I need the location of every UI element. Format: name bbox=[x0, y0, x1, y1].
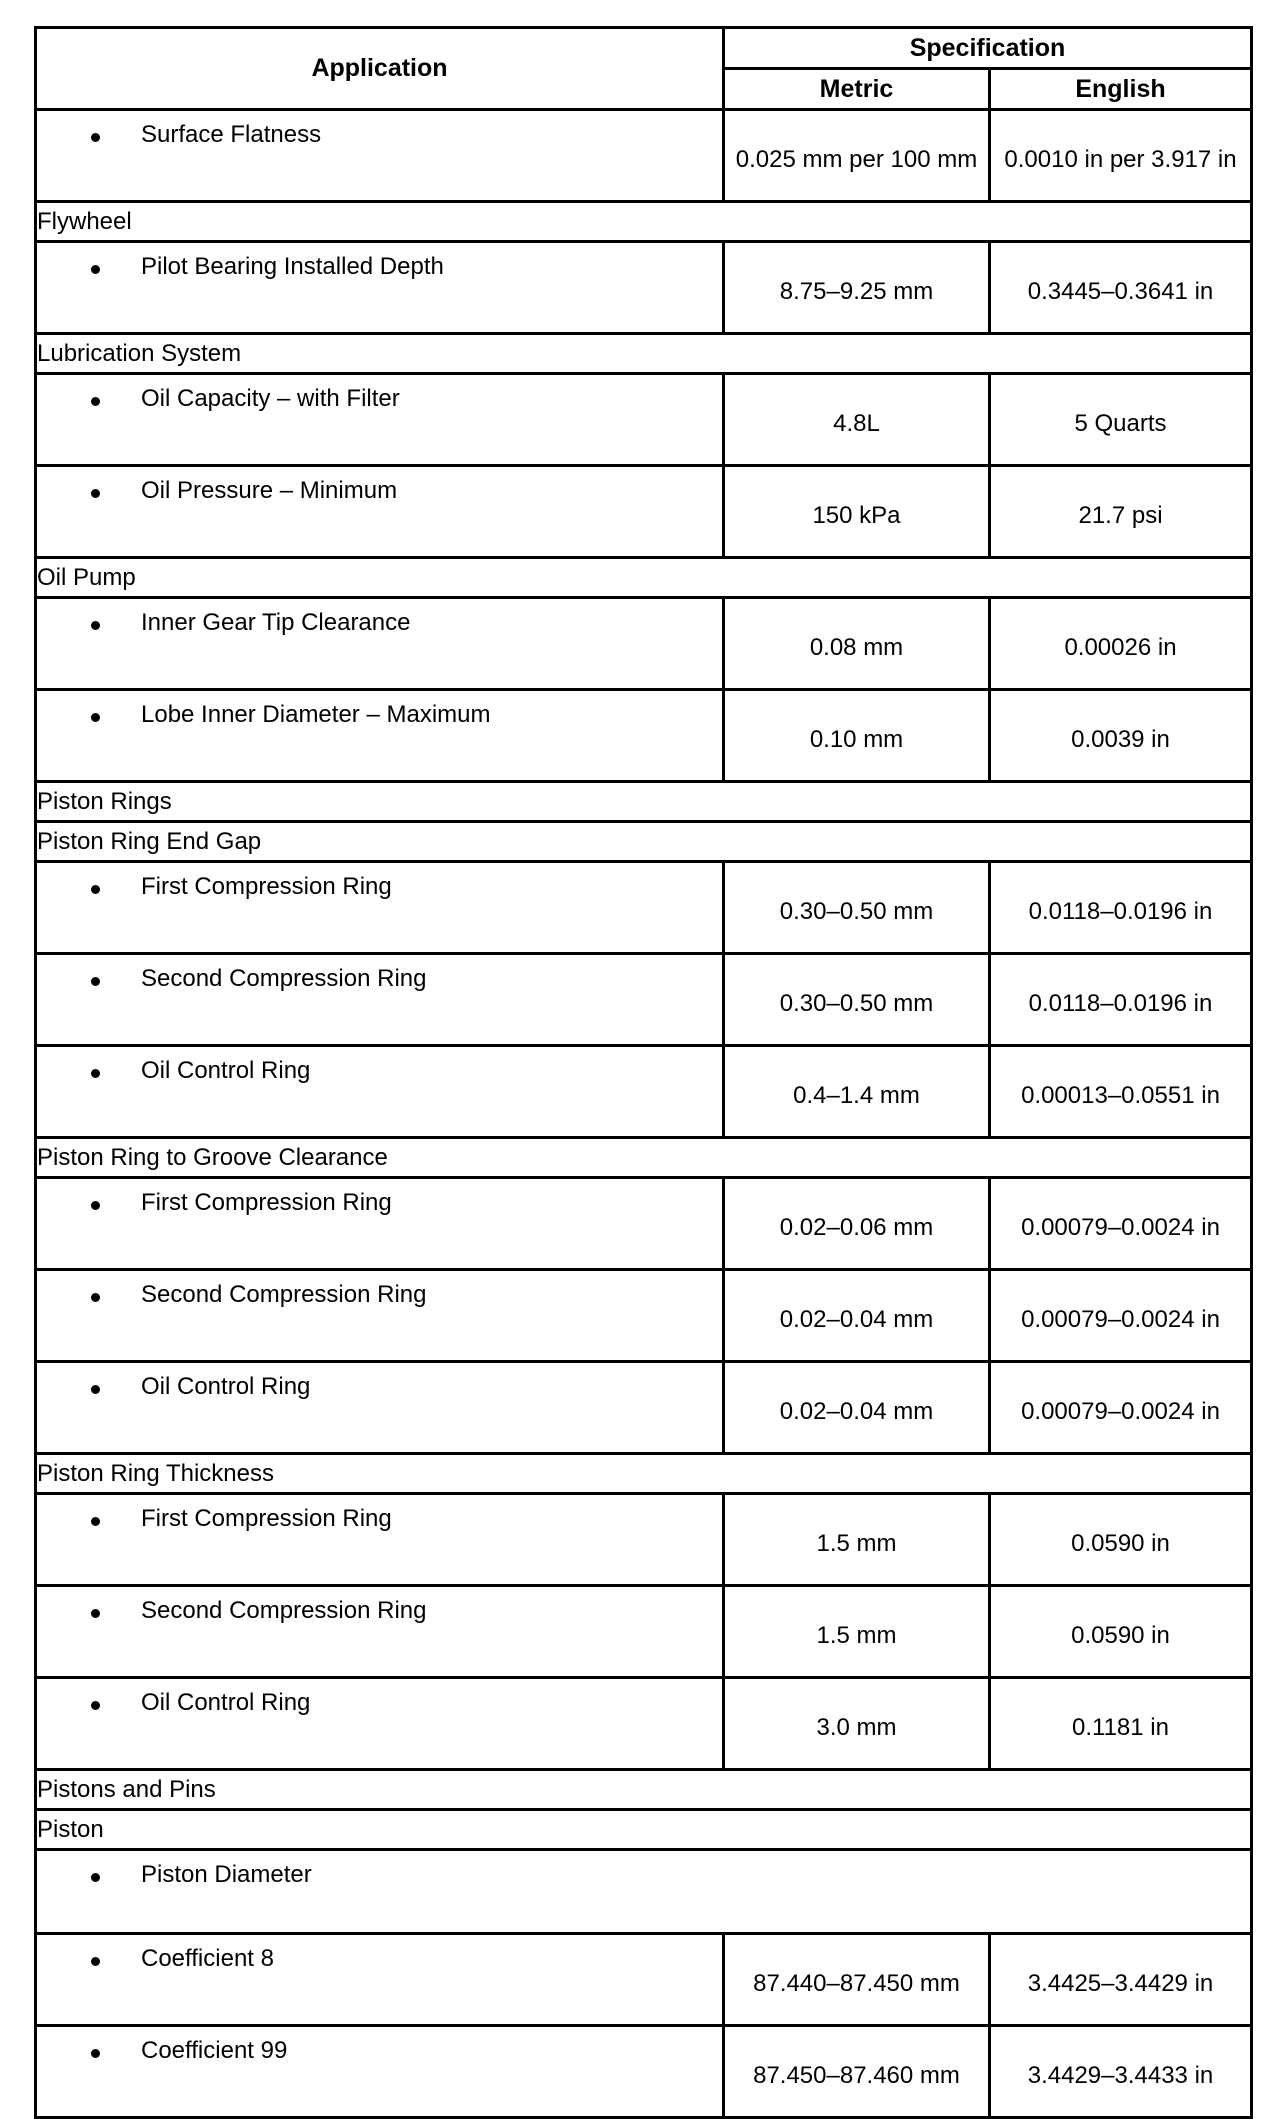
item-label: First Compression Ring bbox=[141, 873, 392, 900]
table-row bbox=[36, 1362, 1252, 1454]
english-value: 0.00079–0.0024 in bbox=[990, 1270, 1252, 1362]
item-label: Surface Flatness bbox=[141, 121, 322, 148]
section-row bbox=[36, 202, 1252, 242]
table-row bbox=[36, 110, 1252, 202]
item-label: Second Compression Ring bbox=[141, 1597, 427, 1624]
bullet-icon bbox=[91, 977, 100, 986]
application-cell bbox=[36, 242, 724, 334]
application-cell bbox=[36, 1494, 724, 1586]
metric-value: 8.75–9.25 mm bbox=[724, 242, 990, 334]
item-label: First Compression Ring bbox=[141, 1505, 392, 1532]
bullet-icon bbox=[91, 1609, 100, 1618]
section-row bbox=[36, 1454, 1252, 1494]
table-row bbox=[36, 1586, 1252, 1678]
metric-value: 0.30–0.50 mm bbox=[724, 954, 990, 1046]
metric-value: 87.440–87.450 mm bbox=[724, 1934, 990, 2026]
metric-value: 0.08 mm bbox=[724, 598, 990, 690]
bullet-icon bbox=[91, 489, 100, 498]
english-value: 5 Quarts bbox=[990, 374, 1252, 466]
english-value: 0.0590 in bbox=[990, 1494, 1252, 1586]
table-row bbox=[36, 466, 1252, 558]
bullet-icon bbox=[91, 713, 100, 722]
bullet-icon bbox=[91, 1517, 100, 1526]
item-label: First Compression Ring bbox=[141, 1189, 392, 1216]
bullet-icon bbox=[91, 1069, 100, 1078]
bullet-icon bbox=[91, 1957, 100, 1966]
section-row bbox=[36, 1810, 1252, 1850]
table-row bbox=[36, 1270, 1252, 1362]
table-row bbox=[36, 1678, 1252, 1770]
table-row bbox=[36, 1850, 1252, 1934]
metric-value: 1.5 mm bbox=[724, 1494, 990, 1586]
item-label: Oil Control Ring bbox=[141, 1689, 311, 1716]
table-row bbox=[36, 2026, 1252, 2118]
application-cell bbox=[36, 1362, 724, 1454]
application-cell bbox=[36, 1586, 724, 1678]
metric-value: 0.02–0.04 mm bbox=[724, 1362, 990, 1454]
section-row bbox=[36, 822, 1252, 862]
bullet-icon bbox=[91, 1385, 100, 1394]
item-label: Piston Diameter bbox=[141, 1861, 312, 1888]
english-value: 0.00079–0.0024 in bbox=[990, 1362, 1252, 1454]
table-row bbox=[36, 862, 1252, 954]
section-row bbox=[36, 782, 1252, 822]
english-value: 0.00026 in bbox=[990, 598, 1252, 690]
section-label: Oil Pump bbox=[36, 558, 1252, 598]
specification-header: Specification bbox=[724, 28, 1252, 69]
metric-value: 0.02–0.06 mm bbox=[724, 1178, 990, 1270]
english-value: 0.00079–0.0024 in bbox=[990, 1178, 1252, 1270]
application-cell bbox=[36, 1678, 724, 1770]
metric-value: 1.5 mm bbox=[724, 1586, 990, 1678]
english-value: 0.0010 in per 3.917 in bbox=[990, 110, 1252, 202]
metric-value: 0.10 mm bbox=[724, 690, 990, 782]
table-row bbox=[36, 598, 1252, 690]
section-label: Piston Ring to Groove Clearance bbox=[36, 1138, 1252, 1178]
table-row bbox=[36, 1046, 1252, 1138]
metric-value: 0.025 mm per 100 mm bbox=[724, 110, 990, 202]
application-cell bbox=[36, 690, 724, 782]
application-cell bbox=[36, 1270, 724, 1362]
english-value: 0.3445–0.3641 in bbox=[990, 242, 1252, 334]
item-label: Second Compression Ring bbox=[141, 965, 427, 992]
english-value: 0.0039 in bbox=[990, 690, 1252, 782]
section-label: Piston bbox=[36, 1810, 1252, 1850]
table-row bbox=[36, 374, 1252, 466]
table-row bbox=[36, 690, 1252, 782]
application-header: Application bbox=[36, 28, 724, 110]
application-cell bbox=[36, 2026, 724, 2118]
section-row bbox=[36, 1770, 1252, 1810]
application-cell bbox=[36, 1934, 724, 2026]
bullet-icon bbox=[91, 1873, 100, 1882]
item-label: Oil Control Ring bbox=[141, 1057, 311, 1084]
table-row bbox=[36, 1494, 1252, 1586]
english-value: 3.4425–3.4429 in bbox=[990, 1934, 1252, 2026]
item-label: Lobe Inner Diameter – Maximum bbox=[141, 701, 491, 728]
item-label: Oil Pressure – Minimum bbox=[141, 477, 398, 504]
item-label: Coefficient 8 bbox=[141, 1945, 274, 1972]
application-cell bbox=[36, 466, 724, 558]
bullet-icon bbox=[91, 133, 100, 142]
application-cell bbox=[36, 1178, 724, 1270]
application-cell bbox=[36, 954, 724, 1046]
english-value: 3.4429–3.4433 in bbox=[990, 2026, 1252, 2118]
table-row bbox=[36, 1178, 1252, 1270]
bullet-icon bbox=[91, 1293, 100, 1302]
section-label: Piston Rings bbox=[36, 782, 1252, 822]
section-row bbox=[36, 558, 1252, 598]
metric-value: 0.02–0.04 mm bbox=[724, 1270, 990, 1362]
application-cell bbox=[36, 598, 724, 690]
english-value: 0.1181 in bbox=[990, 1678, 1252, 1770]
metric-value: 4.8L bbox=[724, 374, 990, 466]
table-body bbox=[36, 110, 1252, 2118]
section-label: Flywheel bbox=[36, 202, 1252, 242]
table-row bbox=[36, 954, 1252, 1046]
bullet-icon bbox=[91, 2049, 100, 2058]
item-label: Coefficient 99 bbox=[141, 2037, 288, 2064]
bullet-icon bbox=[91, 621, 100, 630]
application-cell bbox=[36, 862, 724, 954]
item-label: Oil Capacity – with Filter bbox=[141, 385, 400, 412]
section-label: Lubrication System bbox=[36, 334, 1252, 374]
application-cell bbox=[36, 1850, 1252, 1934]
table-row bbox=[36, 242, 1252, 334]
section-label: Piston Ring Thickness bbox=[36, 1454, 1252, 1494]
english-value: 21.7 psi bbox=[990, 466, 1252, 558]
metric-value: 0.4–1.4 mm bbox=[724, 1046, 990, 1138]
application-cell bbox=[36, 110, 724, 202]
bullet-icon bbox=[91, 1701, 100, 1710]
metric-value: 0.30–0.50 mm bbox=[724, 862, 990, 954]
bullet-icon bbox=[91, 885, 100, 894]
table-row bbox=[36, 1934, 1252, 2026]
metric-value: 150 kPa bbox=[724, 466, 990, 558]
specification-table bbox=[34, 26, 1253, 2119]
item-label: Second Compression Ring bbox=[141, 1281, 427, 1308]
item-label: Inner Gear Tip Clearance bbox=[141, 609, 411, 636]
section-row bbox=[36, 334, 1252, 374]
bullet-icon bbox=[91, 1201, 100, 1210]
english-value: 0.00013–0.0551 in bbox=[990, 1046, 1252, 1138]
english-header: English bbox=[990, 69, 1252, 110]
section-row bbox=[36, 1138, 1252, 1178]
bullet-icon bbox=[91, 397, 100, 406]
metric-value: 3.0 mm bbox=[724, 1678, 990, 1770]
bullet-icon bbox=[91, 265, 100, 274]
section-label: Pistons and Pins bbox=[36, 1770, 1252, 1810]
metric-value: 87.450–87.460 mm bbox=[724, 2026, 990, 2118]
english-value: 0.0118–0.0196 in bbox=[990, 862, 1252, 954]
english-value: 0.0590 in bbox=[990, 1586, 1252, 1678]
application-cell bbox=[36, 1046, 724, 1138]
metric-header: Metric bbox=[724, 69, 990, 110]
application-cell bbox=[36, 374, 724, 466]
english-value: 0.0118–0.0196 in bbox=[990, 954, 1252, 1046]
item-label: Pilot Bearing Installed Depth bbox=[141, 253, 444, 280]
section-label: Piston Ring End Gap bbox=[36, 822, 1252, 862]
item-label: Oil Control Ring bbox=[141, 1373, 311, 1400]
